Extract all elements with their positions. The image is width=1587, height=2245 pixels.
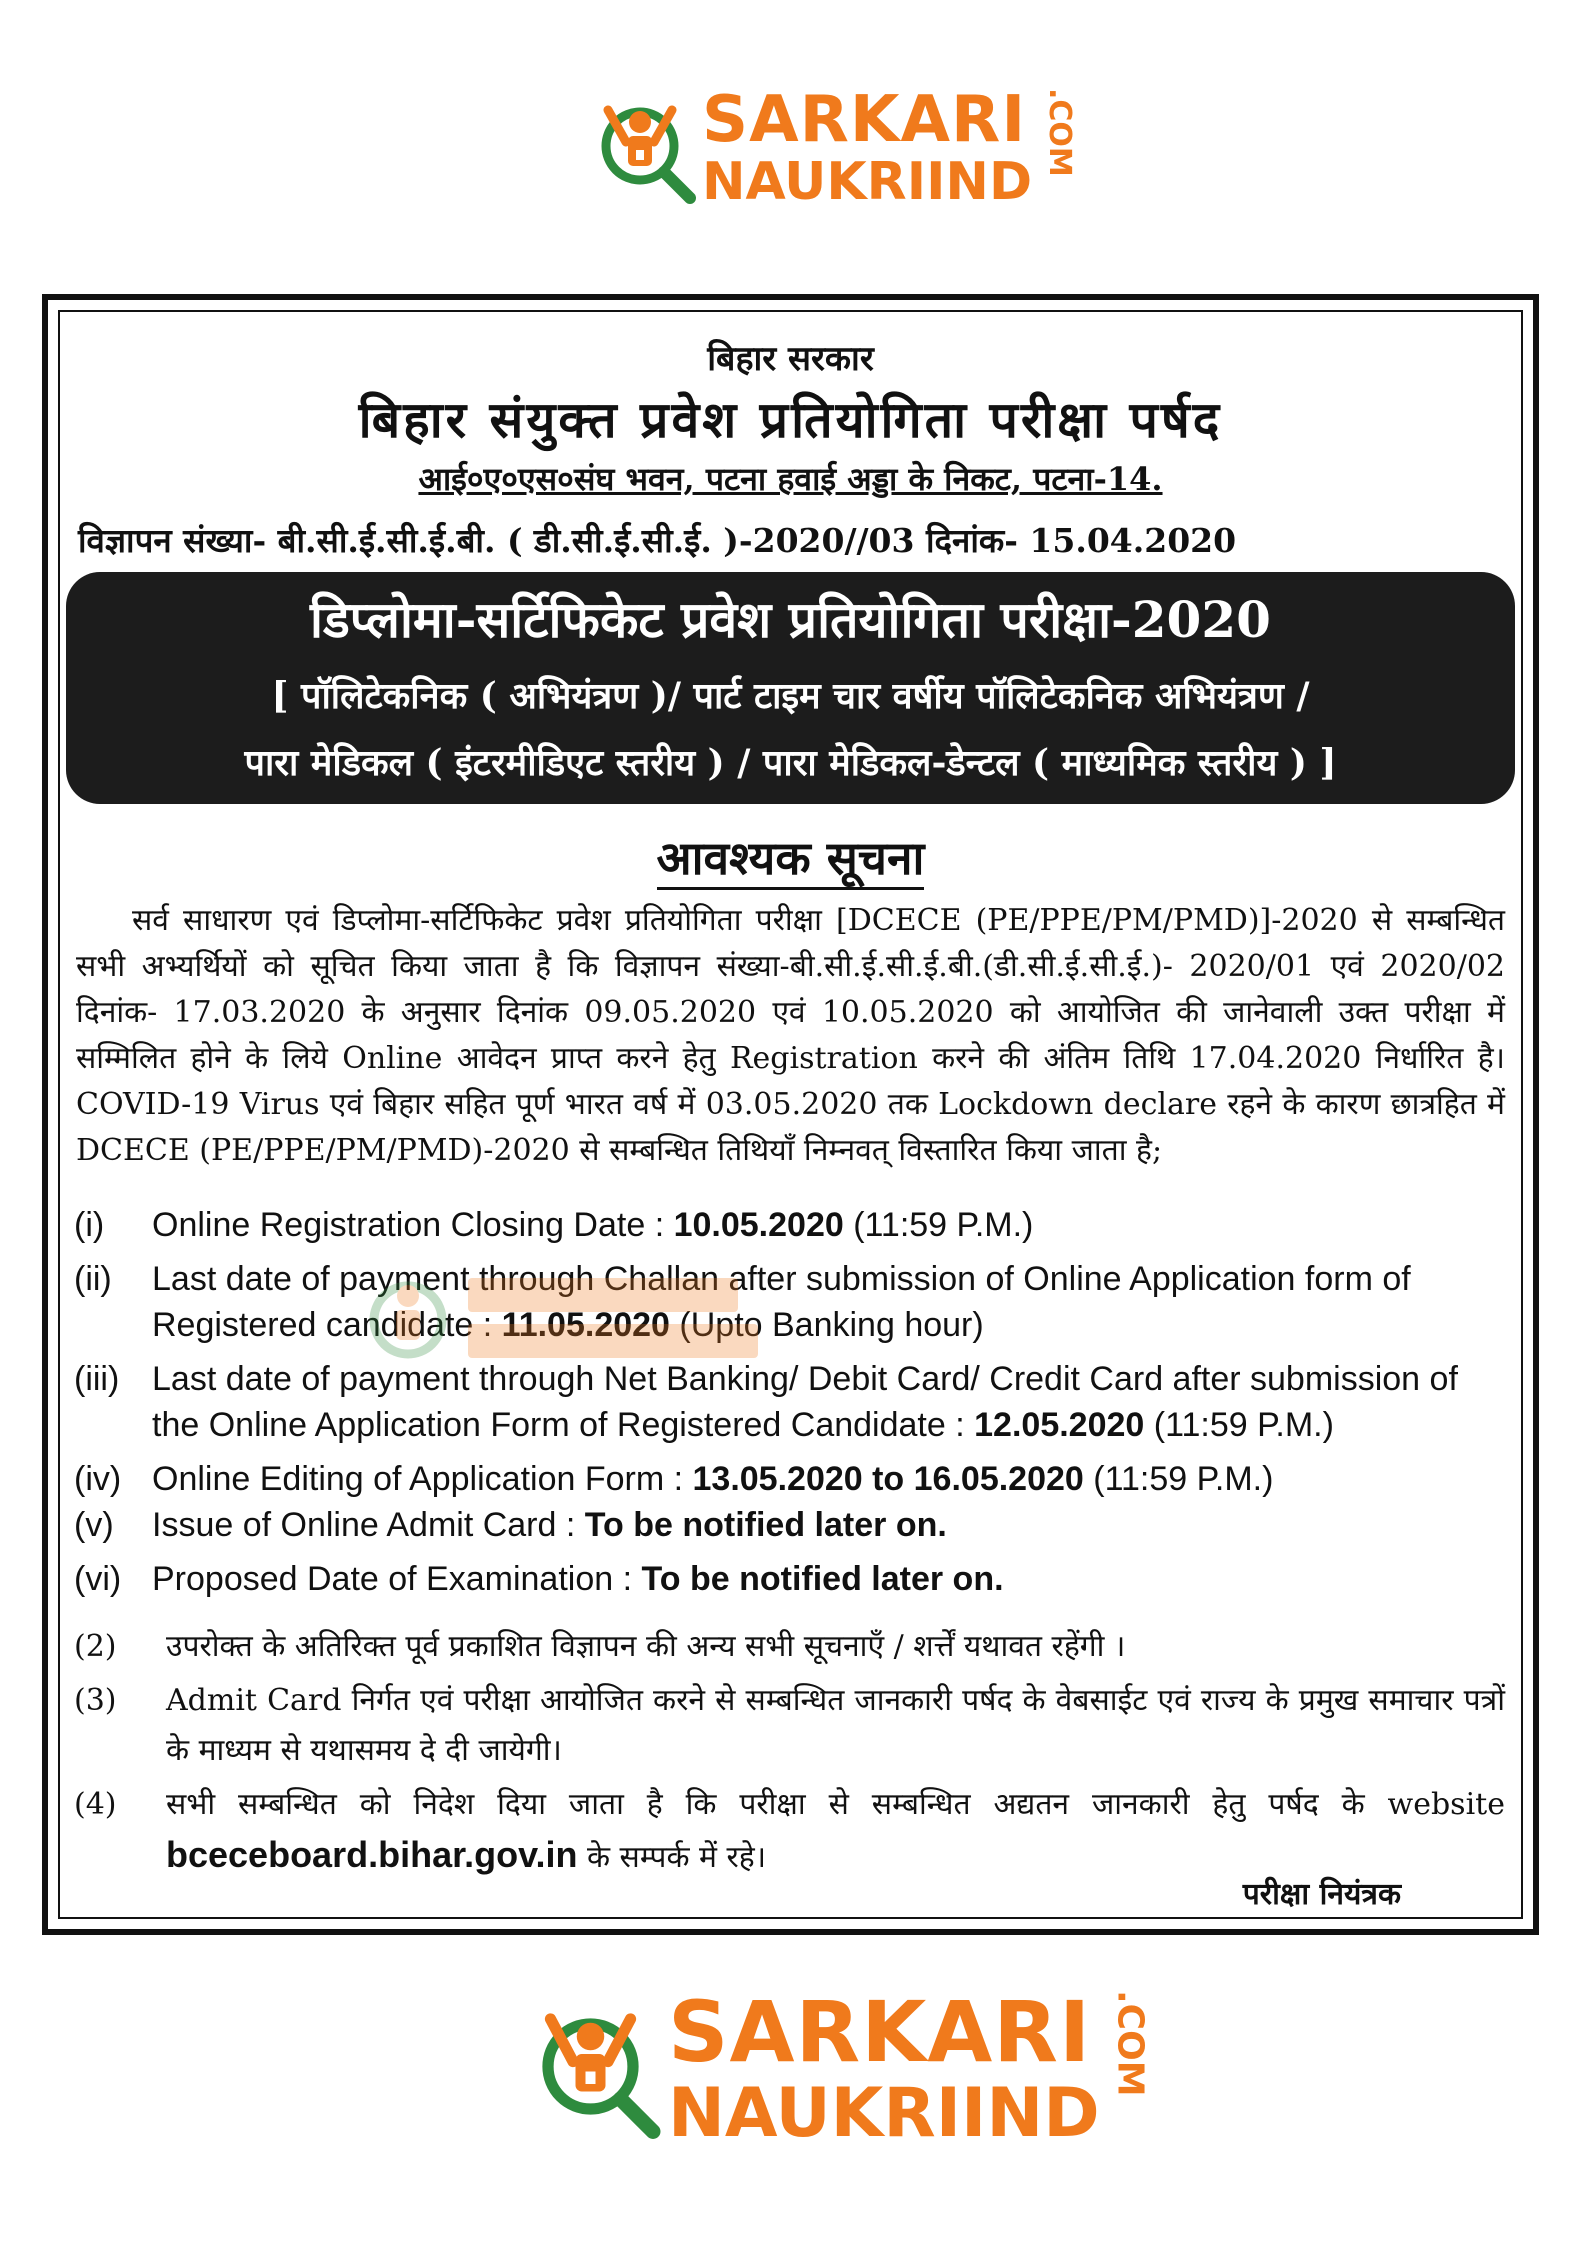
note-item (74, 1676, 1505, 1776)
schedule-item (74, 1356, 1505, 1448)
schedule-item-number: (v) (74, 1506, 114, 1544)
notice-frame (42, 294, 1539, 1935)
schedule-item (74, 1502, 1505, 1548)
note-item (74, 1780, 1505, 1883)
schedule-date: 10.05.2020 (673, 1206, 844, 1244)
board-website-link[interactable]: bceceboard.bihar.gov.in (166, 1834, 578, 1875)
schedule-item (74, 1456, 1505, 1502)
schedule-date: 12.05.2020 (974, 1406, 1145, 1444)
notice-heading-text: आवश्यक सूचना (657, 831, 925, 890)
logo-suffix: .COM (1109, 1990, 1151, 2097)
logo-wordmark (702, 83, 1033, 212)
note-text (166, 1780, 1505, 1883)
note-text-after: के सम्पर्क में रहे। (577, 1840, 767, 1875)
schedule-item-number: (ii) (74, 1260, 112, 1298)
board-address-text: आई०ए०एस०संघ भवन, पटना हवाई अड्डा के निकट, पटना-14. (418, 460, 1163, 498)
schedule-item-text (152, 1356, 1505, 1448)
schedule-item-number: (iii) (74, 1360, 120, 1398)
banner-line-3: पारा मेडिकल ( इंटरमीडिएट स्तरीय ) / पारा मेडिकल-डेन्टल ( माध्यमिक स्तरीय ) ] (244, 742, 1337, 784)
banner-title: डिप्लोमा-सर्टिफिकेट प्रवेश प्रतियोगिता परीक्षा-2020 (310, 590, 1271, 649)
schedule-item-number: (vi) (74, 1560, 122, 1598)
board-address (60, 457, 1521, 500)
schedule-item (74, 1256, 1505, 1348)
board-name: बिहार संयुक्त प्रवेश प्रतियोगिता परीक्षा पर्षद (358, 390, 1223, 449)
logo-line-2: NAUKRIIND (702, 152, 1033, 212)
advertisement-number: विज्ञापन संख्या- बी.सी.ई.सी.ई.बी. ( डी.सी.ई.सी.ई. )-2020//03 दिनांक- 15.04.2020 (78, 521, 1237, 560)
schedule-date: 11.05.2020 (501, 1306, 670, 1344)
schedule-label: Issue of Online Admit Card : (152, 1506, 585, 1544)
schedule-item (74, 1556, 1505, 1602)
schedule-item-text (152, 1456, 1505, 1502)
schedule-date: 13.05.2020 to 16.05.2020 (692, 1460, 1084, 1498)
schedule-note: (11:59 P.M.) (1083, 1460, 1274, 1498)
logo-line-1: SARKARI (702, 83, 1027, 157)
schedule-item-number: (i) (74, 1206, 105, 1244)
site-logo-bottom (528, 1983, 1151, 2153)
schedule-label: Online Editing of Application Form : (152, 1460, 693, 1498)
additional-notes (74, 1622, 1505, 1887)
banner-line-2: [ पॉलिटेकनिक ( अभियंत्रण )/ पार्ट टाइम चार वर्षीय पॉलिटेकनिक अभियंत्रण / (271, 675, 1310, 717)
schedule-item-number: (iv) (74, 1460, 122, 1498)
schedule-label: Last date of payment through Challan after submission of Online Application form of Registered candidate : (152, 1260, 1411, 1344)
schedule-item (74, 1202, 1505, 1248)
exam-title-banner (66, 572, 1515, 804)
note-text: उपरोक्त के अतिरिक्त पूर्व प्रकाशित विज्ञापन की अन्य सभी सूचनाएँ / शर्त्तें यथावत रहेंगी । (166, 1629, 1126, 1664)
note-item (74, 1622, 1505, 1672)
logo-wordmark (668, 1983, 1100, 2153)
notice-heading (60, 826, 1521, 888)
note-text: Admit Card निर्गत एवं परीक्षा आयोजित करने से सम्बन्धित जानकारी पर्षद के वेबसाईट एवं राज्य के प्रमुख समाचार पत्रों के माध्यम से यथासमय दे दी जायेगी। (166, 1683, 1505, 1768)
schedule-note: (11:59 P.M.) (1144, 1406, 1334, 1444)
site-logo-top (590, 83, 1078, 212)
schedule-label: Proposed Date of Examination : (152, 1560, 642, 1598)
schedule-item-text (152, 1202, 1505, 1248)
intro-paragraph (76, 898, 1505, 1174)
government-name: बिहार सरकार (707, 339, 874, 379)
note-text-before: सभी सम्बन्धित को निदेश दिया जाता है कि परीक्षा से सम्बन्धित अद्यतन जानकारी हेतु पर्षद के website (166, 1787, 1505, 1822)
schedule-label: Last date of payment through Net Banking/ Debit Card/ Credit Card after submission of the Online Application Form of Registered Candidate : (152, 1360, 1458, 1444)
signatory: परीक्षा नियंत्रक (1242, 1877, 1401, 1912)
note-number: (4) (74, 1787, 117, 1822)
schedule-item-text (152, 1556, 1505, 1602)
schedule-label: Online Registration Closing Date : (152, 1206, 674, 1244)
notice-inner-frame (58, 310, 1523, 1919)
schedule-item-text (152, 1256, 1505, 1348)
schedule-item-text (152, 1502, 1505, 1548)
job-search-logo-icon (528, 1994, 668, 2144)
logo-suffix: .COM (1042, 88, 1078, 177)
logo-line-1: SARKARI (668, 1983, 1092, 2081)
schedule-date: To be notified later on. (584, 1506, 947, 1544)
date-schedule-list (74, 1202, 1505, 1610)
job-search-logo-icon (590, 92, 702, 204)
logo-line-2: NAUKRIIND (668, 2074, 1100, 2153)
schedule-note: (Upto Banking hour) (669, 1306, 984, 1344)
intro-paragraph-text: सर्व साधारण एवं डिप्लोमा-सर्टिफिकेट प्रवेश प्रतियोगिता परीक्षा [DCECE (PE/PPE/PM/PMD)]-2020 से सम्बन्धित सभी अभ्यर्थियों को सूचित किया जाता है कि विज्ञापन संख्या-बी.सी.ई.सी.ई.बी.(डी.सी.ई.सी.ई.)- 2020/01 एवं 2020/02 दिनांक- 17.03.2020 के अनुसार दिनांक 09.05.2020 एवं 10.05.2020 को आयोजित की जानेवाली उक्त परीक्षा में सम्मिलित होने के लिये Online आवेदन प्राप्त करने हेतु Registration करने की अंतिम तिथि 17.04.2020 निर्धारित है। COVID-19 Virus एवं बिहार सहित पूर्ण भारत वर्ष में 03.05.2020 तक Lockdown declare रहने के कारण छात्रहित में DCECE (PE/PPE/PM/PMD)-2020 से सम्बन्धित तिथियाँ निम्नवत् विस्तारित किया जाता है; (76, 903, 1505, 1168)
schedule-date: To be notified later on. (641, 1560, 1004, 1598)
schedule-note: (11:59 P.M.) (843, 1206, 1034, 1244)
note-number: (2) (74, 1629, 117, 1664)
note-number: (3) (74, 1683, 117, 1718)
